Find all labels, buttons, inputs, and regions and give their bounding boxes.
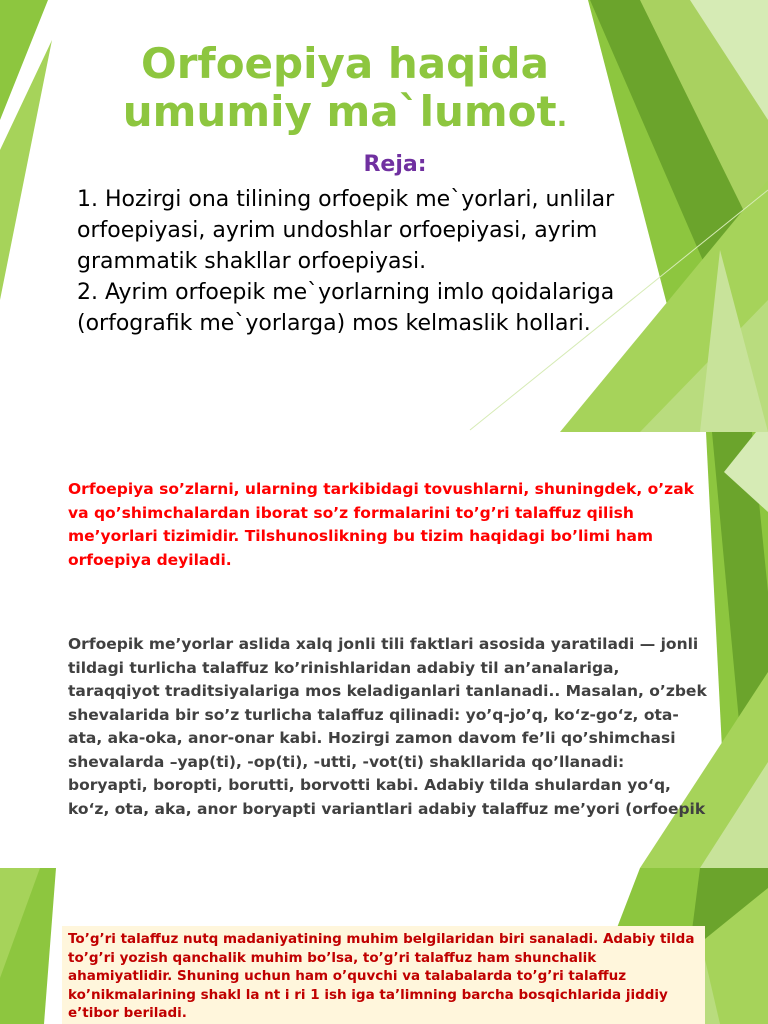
slide-2 (0, 432, 768, 868)
definition-text: Orfoepiya so’zlarni, ularning tarkibidagi tovushlarni, shuningdek, o’zak va qo’shimchalardan iborat so’z formalarini to’g’ri talaffuz qilish me’yorlari tizimidir. Tilshunoslikning bu tizim haqidagi bo’limi ham orfoepiya deyiladi. (68, 480, 694, 569)
title-line-2: umumiy ma`lumot (122, 87, 557, 136)
slide-1 (0, 0, 768, 432)
plan-heading: Reja: (363, 152, 427, 177)
plan-item-1: 1. Hozirgi ona tilining orfoepik me`yorlari, unlilar orfoepiyasi, ayrim undoshlar orfoepiyasi, ayrim grammatik shakllar orfoepiyasi. (77, 187, 615, 274)
plan-item-2: 2. Ayrim orfoepik me`yorlarning imlo qoidalariga (orfografik me`yorlarga) mos kelmaslik hollari. (77, 280, 615, 336)
slide-title (60, 40, 630, 141)
slide-3 (0, 868, 768, 1024)
title-dot: . (556, 100, 568, 133)
note-text: To’g’ri talaffuz nutq madaniyatining muhim belgilaridan biri sanaladi. Adabiy tilda to’g’ri yozish qanchalik muhim bo’lsa, to’g’ri talaffuz ham shunchalik ahamiyatlidir. Shuning uchun ham o’quvchi va talabalarda to’g’ri talaffuz ko’nikmalarining shakl la nt i ri 1 ish iga ta’limning barcha bosqichlarida jiddiy e’tibor beriladi. (68, 931, 695, 1021)
title-line-1: Orfoepiya haqida (141, 39, 549, 88)
body-text: Orfoepik me’yorlar aslida xalq jonli tili faktlari asosida yaratiladi — jonli tildagi turlicha talaffuz ko’rinishlaridan adabiy til an’analariga, taraqqiyot traditsiyalariga mos keladiganlari tanlanadi.. Masalan, o’zbek shevalarida bir so’z turlicha talaffuz qilinadi: yo’q-jo’q, ko‘z-go‘z, ota-ata, aka-oka, anor-onar kabi. Hozirgi zamon davom fe’li qo’shimchasi shevalarda –yap(ti), -op(ti), -utti, -vot(ti) shakllarida qo’llanadi: boryapti, boropti, borutti, borvotti kabi. Adabiy tilda shulardan yo‘q, ko‘z, ota, aka, anor boryapti variantlari adabiy talaffuz me’yori (orfoepik (68, 635, 707, 818)
plan-list (77, 184, 637, 339)
